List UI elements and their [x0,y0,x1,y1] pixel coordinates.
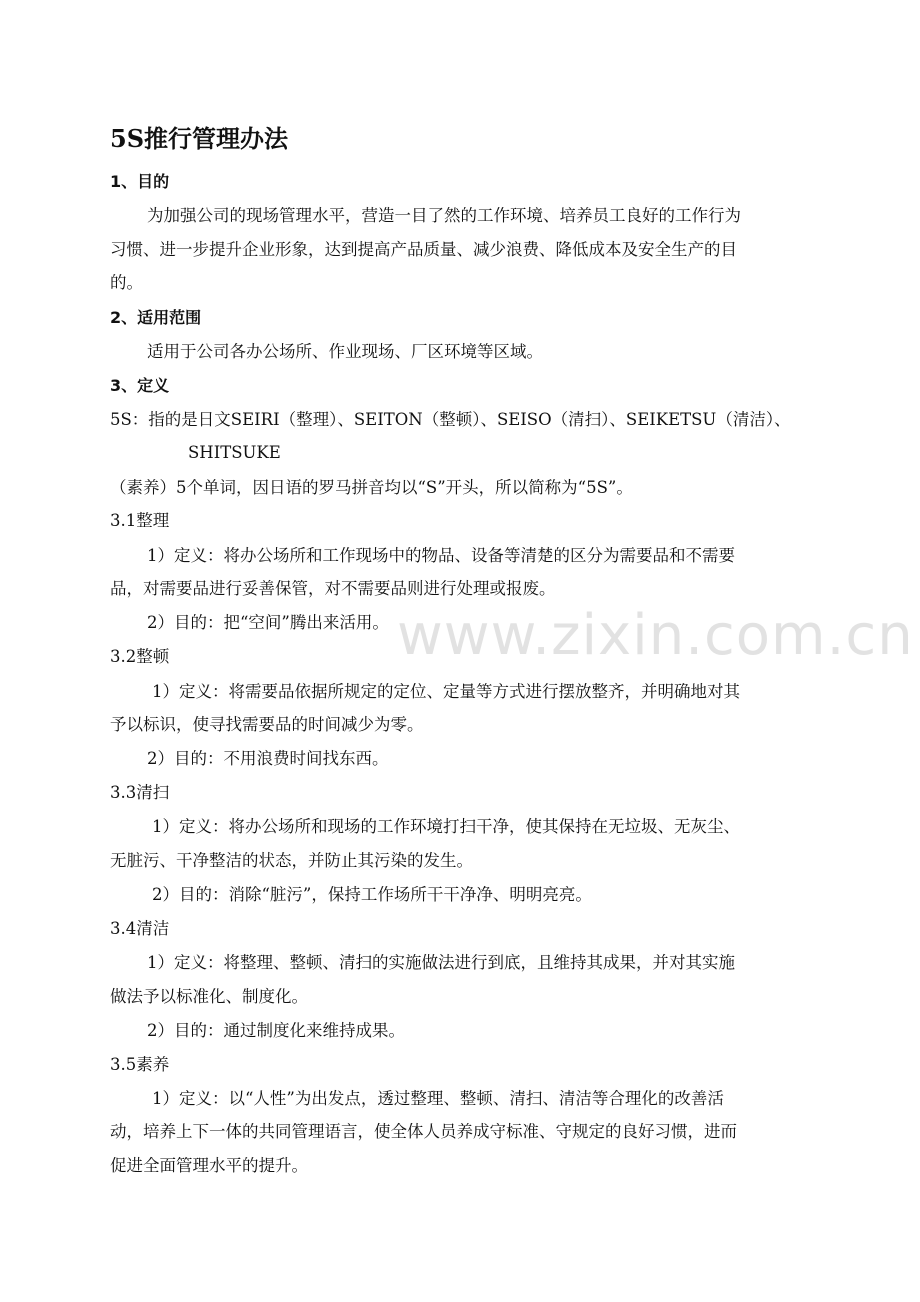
paragraph-line: 无脏污、干净整洁的状态，并防止其污染的发生。 [110,851,473,870]
subsection-heading-seiso: 3.3清扫 [110,783,170,802]
paragraph-line: 为加强公司的现场管理水平，营造一目了然的工作环境、培养员工良好的工作行为 [147,206,741,225]
paragraph-line: （素养）5个单词，因日语的罗马拼音均以“S”开头，所以简称为“5S”。 [110,478,633,497]
paragraph-line: 的。 [110,273,143,292]
paragraph-line: 2）目的：消除“脏污”，保持工作场所干干净净、明明亮亮。 [152,885,592,904]
paragraph-line: SHITSUKE [188,443,281,462]
subsection-heading-seiri: 3.1整理 [110,511,170,530]
paragraph-line: 适用于公司各办公场所、作业现场、厂区环境等区域。 [147,342,543,361]
paragraph-line: 予以标识，使寻找需要品的时间减少为零。 [110,715,424,734]
subsection-heading-seiketsu: 3.4清洁 [110,919,170,938]
watermark-text: www.zixin.com.cn [397,603,914,668]
paragraph-line: 5S：指的是日文SEIRI（整理）、SEITON（整顿）、SEISO（清扫）、SEIKETSU（清洁）、 [110,410,791,429]
paragraph-line: 品，对需要品进行妥善保管，对不需要品则进行处理或报废。 [110,579,556,598]
paragraph-line: 动，培养上下一体的共同管理语言，使全体人员养成守标准、守规定的良好习惯，进而 [110,1122,737,1141]
paragraph-line: 习惯、进一步提升企业形象，达到提高产品质量、减少浪费、降低成本及安全生产的目 [110,240,737,259]
section-heading-definition: 3、定义 [110,376,170,395]
paragraph-line: 促进全面管理水平的提升。 [110,1156,308,1175]
section-heading-purpose: 1、目的 [110,172,170,191]
section-heading-scope: 2、适用范围 [110,308,202,327]
subsection-heading-shitsuke: 3.5素养 [110,1055,170,1074]
paragraph-line: 1）定义：将办公场所和现场的工作环境打扫干净，使其保持在无垃圾、无灰尘、 [152,817,740,836]
paragraph-line: 1）定义：将办公场所和工作现场中的物品、设备等清楚的区分为需要品和不需要 [147,546,735,565]
page-title: 5S推行管理办法 [110,124,289,153]
paragraph-line: 1）定义：将整理、整顿、清扫的实施做法进行到底，且维持其成果，并对其实施 [147,953,735,972]
paragraph-line: 2）目的：把“空间”腾出来活用。 [147,613,389,632]
paragraph-line: 2）目的：通过制度化来维持成果。 [147,1021,405,1040]
paragraph-line: 1）定义：将需要品依据所规定的定位、定量等方式进行摆放整齐，并明确地对其 [152,682,740,701]
subsection-heading-seiton: 3.2整顿 [110,647,170,666]
paragraph-line: 1）定义：以“人性”为出发点，透过整理、整顿、清扫、清洁等合理化的改善活 [152,1089,724,1108]
paragraph-line: 做法予以标准化、制度化。 [110,987,308,1006]
paragraph-line: 2）目的：不用浪费时间找东西。 [147,749,389,768]
